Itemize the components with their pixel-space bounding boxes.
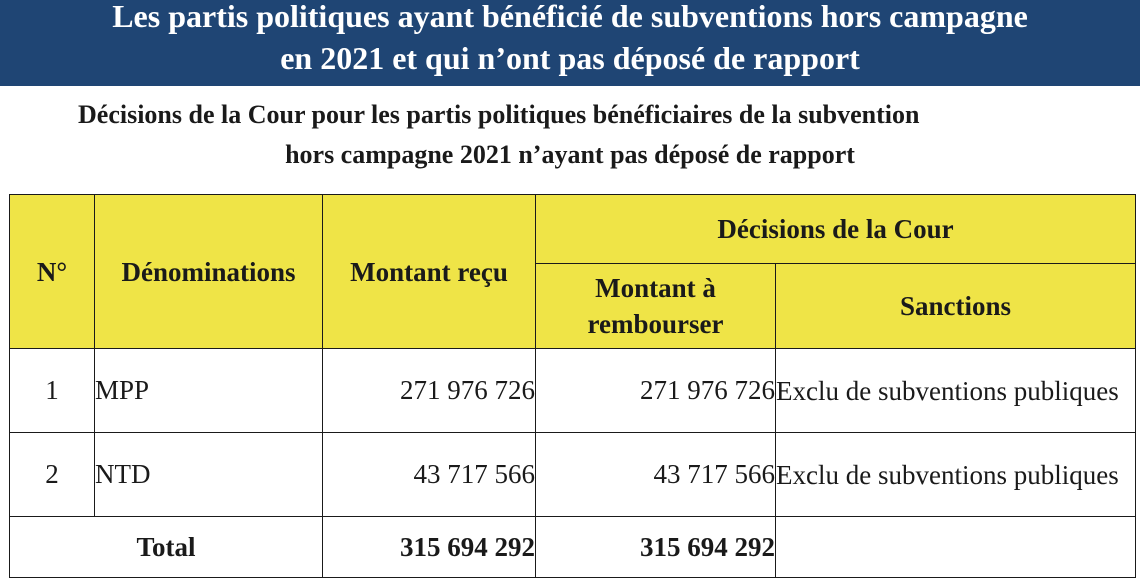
banner-title-line-1: Les partis politiques ayant bénéficié de subventions hors campagne [112, 0, 1028, 34]
cell-sanction: Exclu de subventions publiques [776, 349, 1136, 433]
header-sanctions: Sanctions [776, 264, 1136, 349]
total-sanction [776, 517, 1136, 578]
caption-line-2: hors campagne 2021 n’ayant pas déposé de rapport [285, 140, 855, 169]
header-name: Dénominations [95, 195, 323, 349]
table-row [10, 433, 1136, 517]
title-banner [0, 0, 1140, 86]
total-row [10, 517, 1136, 578]
caption-line-1: Décisions de la Cour pour les partis politiques bénéficiaires de la subvention [78, 100, 920, 129]
decisions-table [9, 194, 1136, 578]
header-number: N° [10, 195, 95, 349]
total-refund-amount: 315 694 292 [536, 517, 776, 578]
header-row [10, 195, 1136, 264]
cell-sanction: Exclu de subventions publiques [776, 433, 1136, 517]
total-amount-received: 315 694 292 [323, 517, 536, 578]
cell-refund-amount: 271 976 726 [536, 349, 776, 433]
cell-number: 2 [10, 433, 95, 517]
cell-name: NTD [95, 433, 323, 517]
cell-name: MPP [95, 349, 323, 433]
header-refund-amount: Montant à rembourser [536, 264, 776, 349]
table-row [10, 349, 1136, 433]
cell-refund-amount: 43 717 566 [536, 433, 776, 517]
total-label: Total [10, 517, 323, 578]
cell-number: 1 [10, 349, 95, 433]
header-amount-received: Montant reçu [323, 195, 536, 349]
cell-amount-received: 271 976 726 [323, 349, 536, 433]
cell-amount-received: 43 717 566 [323, 433, 536, 517]
header-court-decisions: Décisions de la Cour [536, 195, 1136, 264]
banner-title-line-2: en 2021 et qui n’ont pas déposé de rapport [280, 40, 860, 76]
